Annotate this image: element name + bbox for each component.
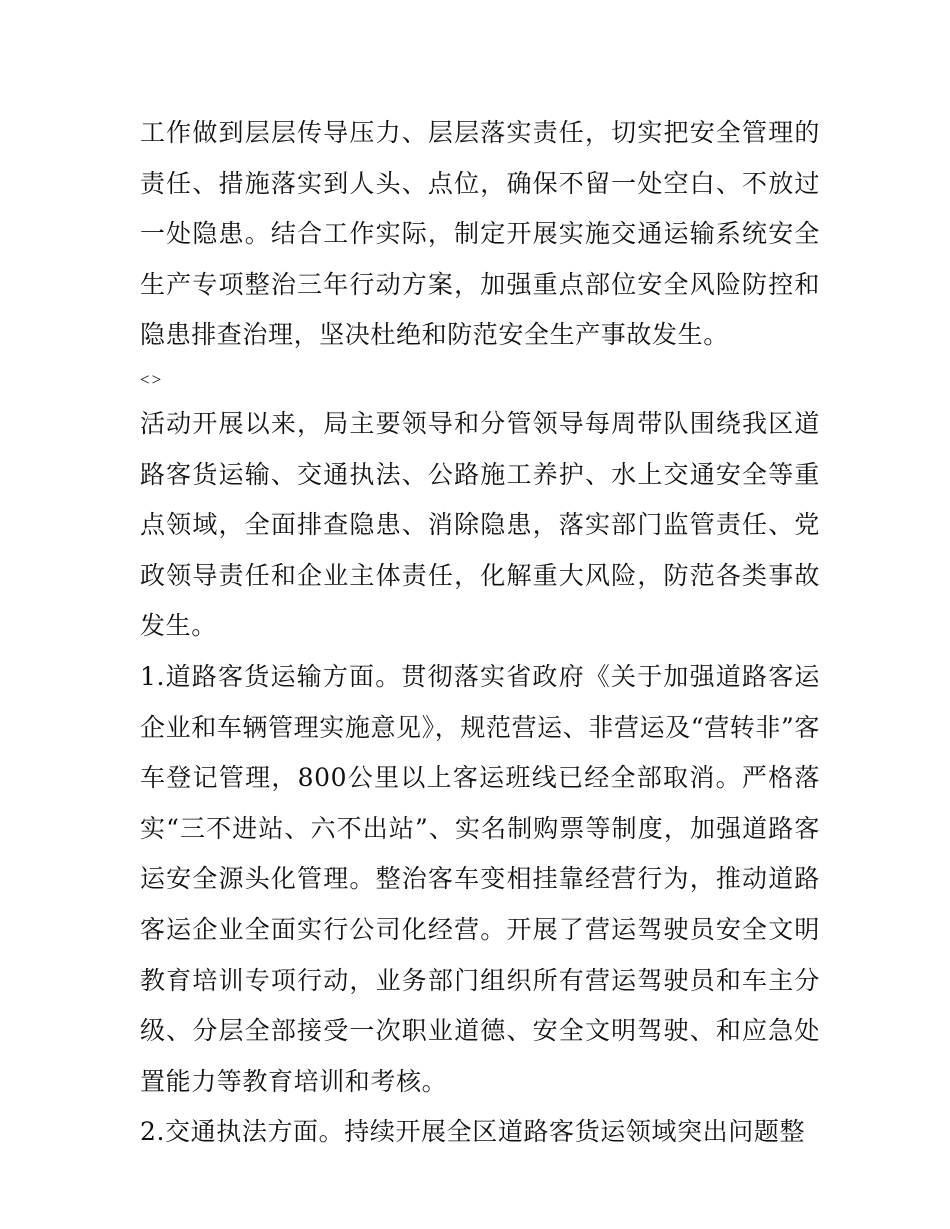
paragraph-activity-overview: 活动开展以来，局主要领导和分管领导每周带队围绕我区道路客货运输、交通执法、公路施工养护、水上交通安全等重点领域，全面排查隐患、消除隐患，落实部门监管责任、党政领导责任和企业主体责任，化解重大风险，防范各类事故发生。	[140, 408, 820, 641]
document-body	[140, 108, 820, 1158]
section-marker: <>	[140, 369, 164, 389]
paragraph-road-transport: 1.道路客货运输方面。贯彻落实省政府《关于加强道路客运企业和车辆管理实施意见》，规范营运、非营运及“营转非”客车登记管理，800公里以上客运班线已经全部取消。严格落实“三不进站、六不出站”、实名制购票等制度，加强道路客运安全源头化管理。整治客车变相挂靠经营行为，推动道路客运企业全面实行公司化经营。开展了营运驾驶员安全文明教育培训专项行动，业务部门组织所有营运驾驶员和车主分级、分层全部接受一次职业道德、安全文明驾驶、和应急处置能力等教育培训和考核。	[140, 661, 820, 1096]
paragraph-traffic-enforcement: 2.交通执法方面。持续开展全区道路客货运领域突出问题整	[140, 1117, 806, 1147]
paragraph-safety-responsibility: 工作做到层层传导压力、层层落实责任，切实把安全管理的责任、措施落实到人头、点位，确保不留一处空白、不放过一处隐患。结合工作实际，制定开展实施交通运输系统安全生产专项整治三年行动方案，加强重点部位安全风险防控和隐患排查治理，坚决杜绝和防范安全生产事故发生。	[140, 118, 820, 350]
